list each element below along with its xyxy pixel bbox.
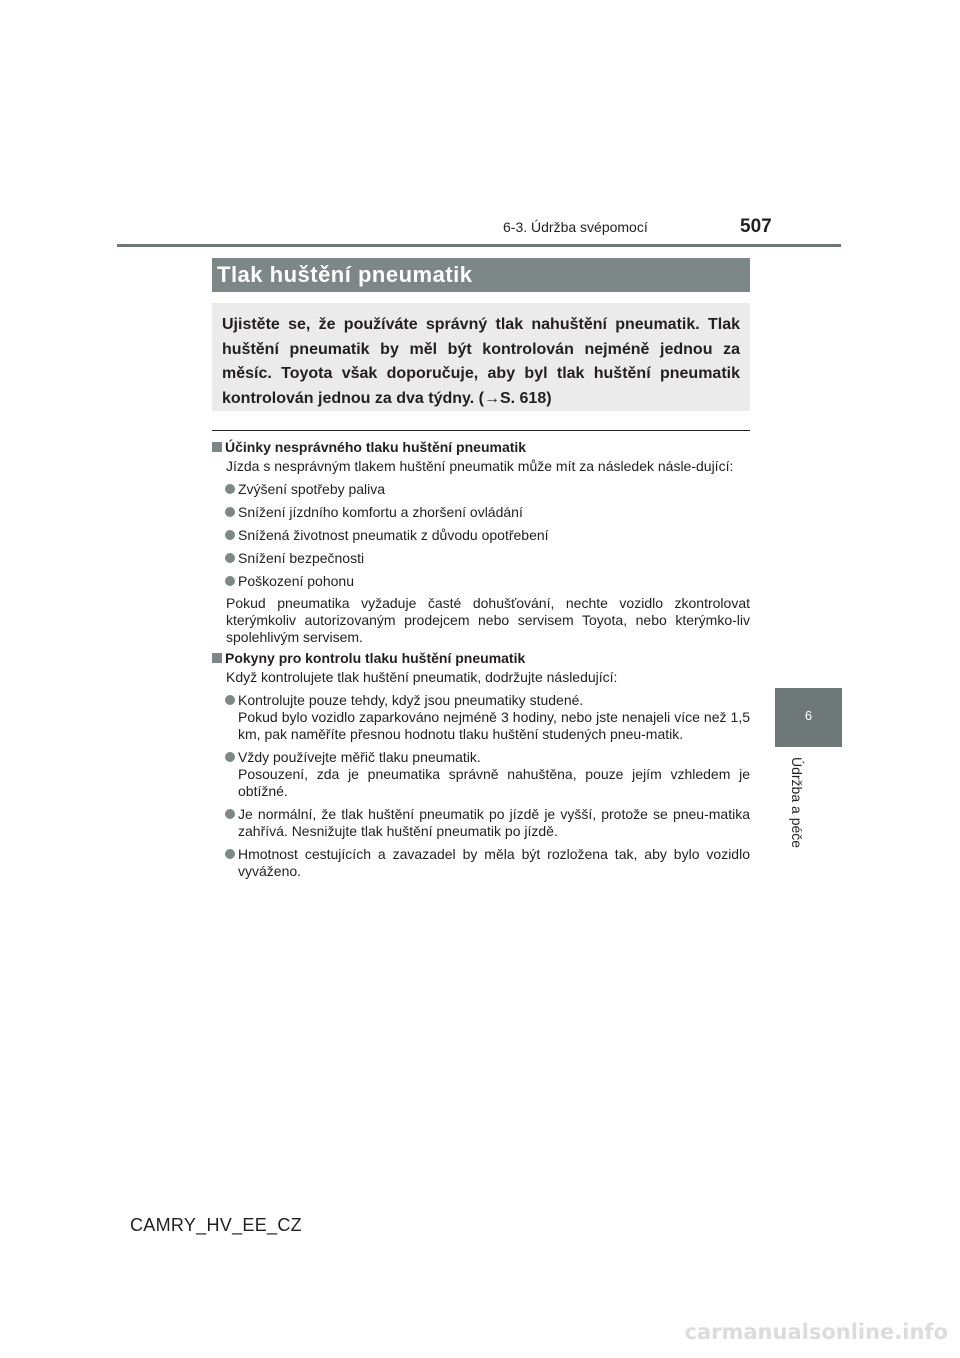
list-item [212,806,750,840]
list-item-title: Kontrolujte pouze tehdy, když jsou pneumatiky studené. [238,692,584,708]
intro-box [212,303,750,411]
chapter-tab [775,688,842,747]
subheading-effects [212,439,750,456]
chapter-tab-label: Údržba a péče [789,757,805,849]
list-item-text: Zvýšení spotřeby paliva [238,481,386,497]
round-bullet-icon [225,695,235,705]
list-item [212,550,750,567]
list-item-text: Snížená životnost pneumatik z důvodu opotřebení [238,527,549,543]
round-bullet-icon [225,530,235,540]
round-bullet-icon [225,809,235,819]
watermark: carmanualsonline.info [684,1320,948,1344]
section-divider [212,430,750,431]
round-bullet-icon [225,553,235,563]
running-header-section: 6-3. Údržba svépomocí [503,219,648,235]
list-item [212,527,750,544]
list-item [212,749,750,800]
subheading-text: Pokyny pro kontrolu tlaku huštění pneumatik [225,650,526,666]
main-content [212,439,750,880]
round-bullet-icon [225,576,235,586]
subheading-text: Účinky nesprávného tlaku huštění pneumatik [225,439,527,455]
square-bullet-icon [212,653,222,663]
list-item [212,573,750,590]
chapter-tab-number: 6 [804,708,813,723]
list-item-text: Poškození pohonu [238,573,354,589]
header-divider [117,244,841,247]
list-item-text: Snížení jízdního komfortu a zhoršení ovládání [238,504,523,520]
page-number: 507 [740,216,772,237]
paragraph: Když kontrolujete tlak huštění pneumatik, dodržujte následující: [226,669,618,685]
list-item-text: Posouzení, zda je pneumatika správně nahuštěna, pouze jejím vzhledem je obtížné. [238,766,750,799]
list-item [212,504,750,521]
list-item-title: Hmotnost cestujících a zavazadel by měla být rozložena tak, aby bylo vozidlo vyváženo. [238,846,750,879]
list-item-text: Snížení bezpečnosti [238,550,365,566]
list-item [212,481,750,498]
square-bullet-icon [212,442,222,452]
document-code: CAMRY_HV_EE_CZ [130,1215,302,1235]
round-bullet-icon [225,484,235,494]
list-item [212,692,750,743]
paragraph: Jízda s nesprávným tlakem huštění pneumatik může mít za následek násle-dující: [226,458,734,474]
list-item [212,846,750,880]
list-item-title: Je normální, že tlak huštění pneumatik po jízdě je vyšší, protože se pneu-matika zahřívá. Nesnižujte tlak huštění pneumatik po jízdě. [238,806,750,839]
intro-text: Ujistěte se, že používáte správný tlak nahuštění pneumatik. Tlak huštění pneumatik by měl být kontrolován nejméně jednou za měsíc. Toyota však doporučuje, aby byl tlak huštění pneumatik kontrolován jednou za dva týdny. (→S. 618) [222,316,740,407]
subheading-inspection [212,650,750,667]
paragraph: Pokud pneumatika vyžaduje časté dohušťování, nechte vozidlo zkontrolovat kterýmkoliv autorizovaným prodejcem nebo servisem Toyota, nebo kterýmko-liv spolehlivým servisem. [226,595,750,645]
list-item-title: Vždy používejte měřič tlaku pneumatik. [238,749,481,765]
list-item-text: Pokud bylo vozidlo zaparkováno nejméně 3 hodiny, nebo jste nenajeli více než 1,5 km, pak naměříte přesnou hodnotu tlaku huštění studených pneu-matik. [238,709,750,742]
section-title: Tlak huštění pneumatik [217,262,473,287]
round-bullet-icon [225,752,235,762]
section-title-bar [212,258,750,292]
round-bullet-icon [225,849,235,859]
round-bullet-icon [225,507,235,517]
